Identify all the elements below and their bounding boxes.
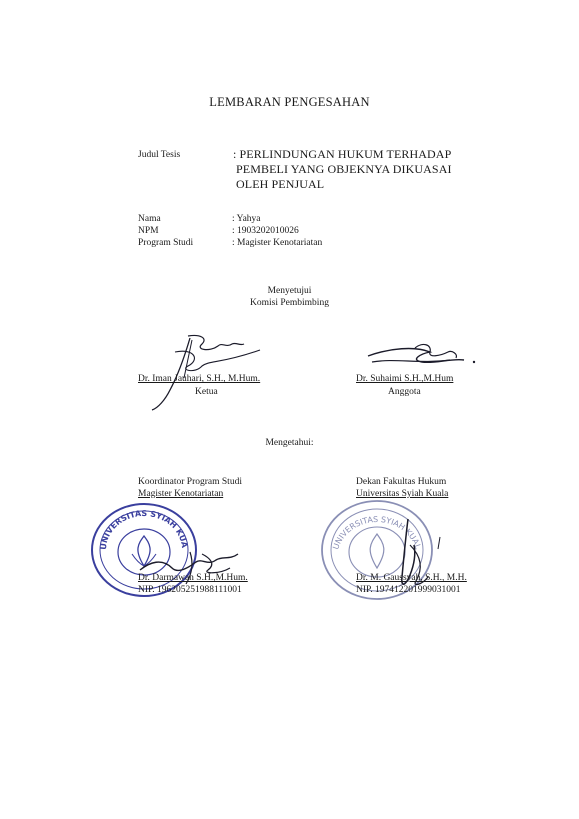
dean-nip: NIP. 197412201999031001 [356, 585, 461, 595]
coordinator-title: Koordinator Program Studi [138, 477, 242, 487]
member-name: Dr. Suhaimi S.H.,M.Hum [356, 374, 454, 384]
dean-name: Dr. M. Gaussyah, S.H., M.H. [356, 573, 467, 583]
dean-university: Universitas Syiah Kuala [356, 489, 449, 499]
svg-text:UNIVERSITAS SYIAH KUALA: UNIVERSITAS SYIAH KUALA [315, 491, 423, 551]
dean-signature [380, 515, 450, 595]
thesis-title-line1: : PERLINDUNGAN HUKUM TERHADAP [233, 147, 452, 161]
member-signature [360, 338, 490, 378]
acknowledgement-heading: Mengetahui: [265, 438, 314, 448]
dean-title: Dekan Fakultas Hukum [356, 477, 447, 487]
chair-signature [140, 330, 270, 415]
coordinator-program: Magister Kenotariatan [138, 489, 224, 499]
svg-text:UNIVERSITAS SYIAH KUALA: UNIVERSITAS SYIAH KUALA [84, 493, 190, 551]
committee-label: Komisi Pembimbing [250, 298, 329, 308]
page-title: LEMBARAN PENGESAHAN [209, 95, 370, 109]
chair-role: Ketua [195, 387, 218, 397]
program-value: : Magister Kenotariatan [232, 238, 323, 248]
thesis-title-line3: OLEH PENJUAL [236, 177, 325, 191]
member-role: Anggota [388, 387, 421, 397]
coordinator-nip: NIP. 196205251988111001 [138, 585, 242, 595]
thesis-label: Judul Tesis [138, 150, 181, 160]
npm-label: NPM [138, 226, 159, 236]
coordinator-name: Dr. Darmawan S.H.,M.Hum. [138, 573, 248, 583]
chair-name: Dr. Iman Jauhari, S.H., M.Hum. [138, 374, 261, 384]
npm-value: : 1903202010026 [232, 226, 299, 236]
thesis-title-line2: PEMBELI YANG OBJEKNYA DIKUASAI [236, 162, 452, 176]
program-label: Program Studi [138, 238, 194, 248]
name-label: Nama [138, 214, 161, 224]
approval-heading: Menyetujui [267, 286, 312, 296]
name-value: : Yahya [232, 214, 261, 224]
